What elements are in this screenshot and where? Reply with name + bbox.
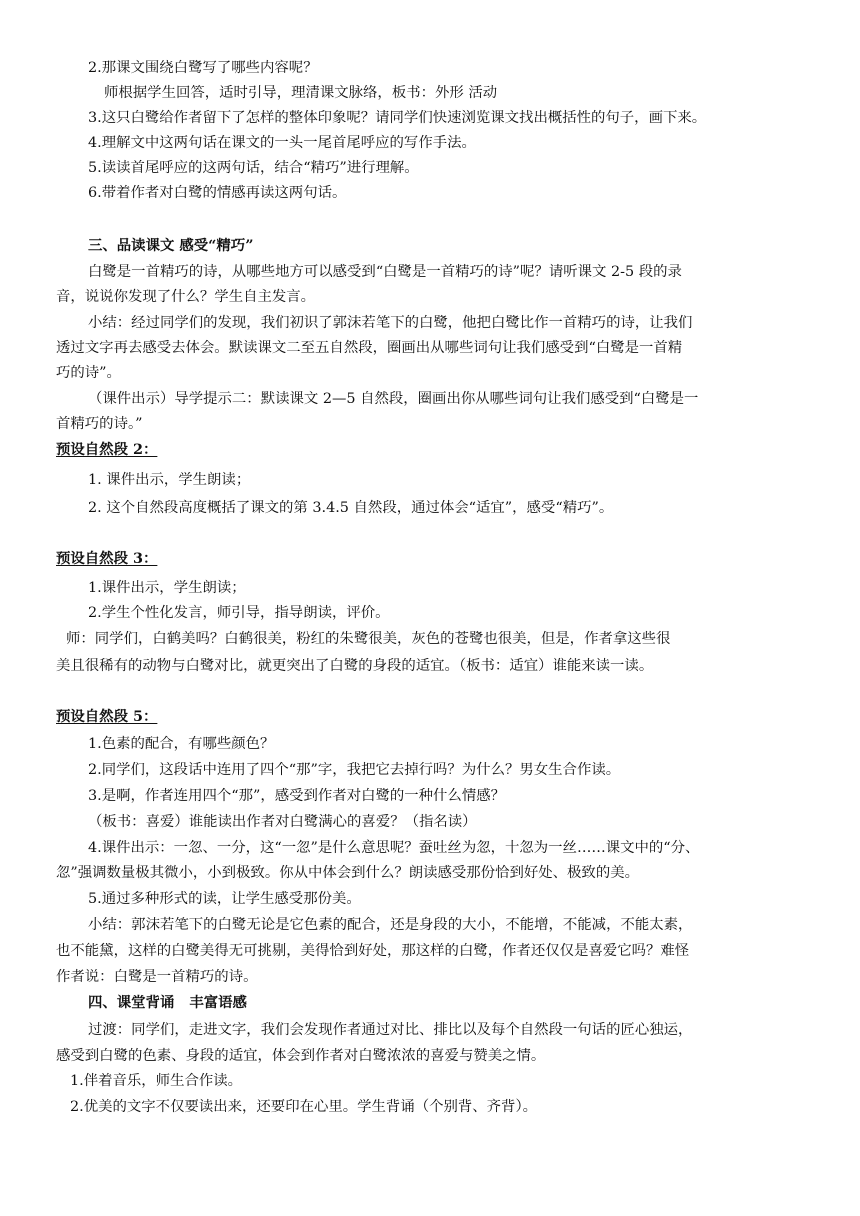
section-three-summary-line-1: 小结：经过同学们的发现，我们初识了郭沫若笔下的白鹭，他把白鹭比作一首精巧的诗，让我们 [88, 315, 693, 331]
section-four-item-1: 1.伴着音乐，师生合作读。 [70, 1073, 243, 1089]
para2-item-2: 2. 这个自然段高度概括了课文的第 3.4.5 自然段，通过体会“适宜”，感受“精巧”。 [88, 500, 614, 516]
para5-line-2: 2.同学们，这段话中连用了四个“那”字，我把它去掉行吗？为什么？男女生合作读。 [88, 762, 621, 778]
para3-teacher-line-1: 师：同学们，白鹤美吗？白鹤很美，粉红的朱鹭很美，灰色的苍鹭也很美，但是，作者拿这些很 [66, 631, 671, 647]
para3-item-2: 2.学生个性化发言，师引导，指导朗读，评价。 [88, 605, 390, 621]
section-two-item-2: 2.那课文围绕白鹭写了哪些内容呢？ [88, 60, 318, 76]
section-three-heading: 三、品读课文 感受“精巧” [88, 237, 254, 254]
section-three-summary-line-2: 透过文字再去感受去体会。默读课文二至五自然段，圈画出从哪些词句让我们感受到“白鹭是一首精 [56, 340, 683, 356]
section-four-item-2: 2.优美的文字不仅要读出来，还要印在心里。学生背诵（个别背、齐背）。 [70, 1099, 538, 1115]
para3-item-1: 1.课件出示，学生朗读； [88, 580, 246, 596]
teacher-note: 师根据学生回答，适时引导，理清课文脉络，板书：外形 活动 [104, 85, 498, 101]
section-three-summary-line-3: 巧的诗”。 [56, 365, 121, 381]
section-three-intro-line-2: 音，说说你发现了什么？学生自主发言。 [56, 289, 316, 305]
para2-item-1: 1. 课件出示，学生朗读； [88, 472, 251, 488]
para5-line-3: 3.是啊，作者连用四个“那”，感受到作者对白鹭的一种什么情感？ [88, 788, 505, 804]
section-four-transition-line-1: 过渡：同学们，走进文字，我们会发现作者通过对比、排比以及每个自然段一句话的匠心独运， [88, 1022, 693, 1038]
para5-line-5: 4.课件出示：一忽、一分，这“一忽”是什么意思呢？蚕吐丝为忽，十忽为一丝……课文中的“分、 [88, 840, 700, 856]
para5-line-7: 5.通过多种形式的读，让学生感受那份美。 [88, 891, 361, 907]
guide-prompt-line-2: 首精巧的诗。” [56, 416, 143, 432]
guide-prompt-line-1: （课件出示）导学提示二：默读课文 2—5 自然段，圈画出你从哪些词句让我们感受到“白鹭是一 [88, 391, 699, 407]
para5-summary-line-2: 也不能黛，这样的白鹭美得无可挑剔，美得恰到好处，那这样的白鹭，作者还仅仅是喜爱它吗？难怪 [56, 943, 690, 959]
para5-line-4: （板书：喜爱）谁能读出作者对白鹭满心的喜爱？（指名读） [88, 814, 477, 830]
section-two-item-6: 6.带着作者对白鹭的情感再读这两句话。 [88, 185, 347, 201]
para5-line-1: 1.色素的配合，有哪些颜色？ [88, 736, 275, 752]
para2-heading: 预设自然段 2： [56, 441, 158, 458]
section-four-transition-line-2: 感受到白鹭的色素、身段的适宜，体会到作者对白鹭浓浓的喜爱与赞美之情。 [56, 1048, 546, 1064]
section-two-item-4: 4.理解文中这两句话在课文的一头一尾首尾呼应的写作手法。 [88, 135, 476, 151]
section-two-item-5: 5.读读首尾呼应的这两句话，结合“精巧”进行理解。 [88, 160, 419, 176]
section-four-heading: 四、课堂背诵 丰富语感 [88, 994, 247, 1011]
para5-summary-line-1: 小结：郭沫若笔下的白鹭无论是它色素的配合，还是身段的大小，不能增，不能减，不能太素， [88, 917, 693, 933]
para5-line-6: 忽”强调数量极其微小，小到极致。你从中体会到什么？朗读感受那份恰到好处、极致的美。 [56, 865, 639, 881]
section-two-item-3: 3.这只白鹭给作者留下了怎样的整体印象呢？请同学们快速浏览课文找出概括性的句子，画下来。 [88, 110, 707, 126]
para5-summary-line-3: 作者说：白鹭是一首精巧的诗。 [56, 969, 258, 985]
para3-teacher-line-2: 美且很稀有的动物与白鹭对比，就更突出了白鹭的身段的适宜。（板书：适宜）谁能来读一读。 [56, 658, 654, 674]
para5-heading: 预设自然段 5： [56, 708, 158, 725]
para3-heading: 预设自然段 3： [56, 550, 158, 567]
section-three-intro-line-1: 白鹭是一首精巧的诗，从哪些地方可以感受到“白鹭是一首精巧的诗”呢？请听课文 2-5 段的录 [88, 264, 682, 280]
